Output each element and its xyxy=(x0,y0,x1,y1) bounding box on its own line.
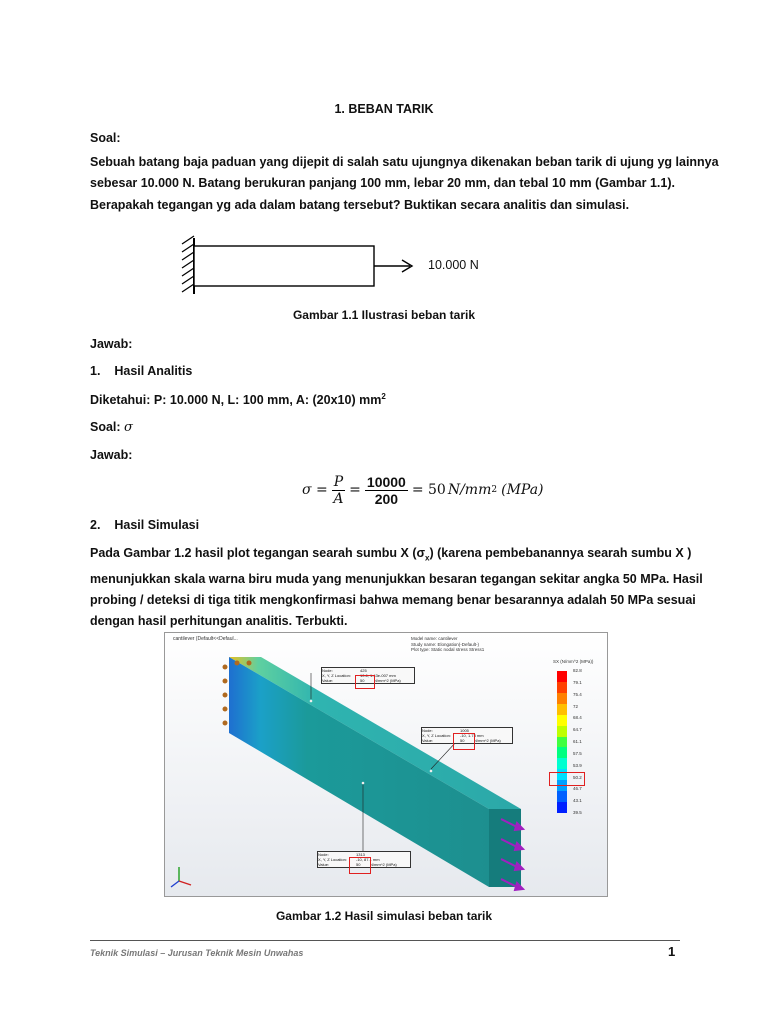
scale-segment xyxy=(557,682,567,693)
scale-tick-label: 72 xyxy=(573,703,579,709)
sim-line-1a: Pada Gambar 1.2 hasil plot tegangan searah sumbu X (σ xyxy=(90,546,426,560)
eq-frac1-num: P xyxy=(333,473,344,490)
scale-segment xyxy=(557,758,567,769)
jawab-label: Jawab: xyxy=(90,337,133,351)
info-line: Study name: Elongation(-Default-) xyxy=(411,641,480,647)
scale-segment xyxy=(557,715,567,726)
probe-unit: N/mm^2 (MPa) xyxy=(374,678,401,683)
jawab-2-label: Jawab: xyxy=(90,448,133,462)
sim-line-3: probing / deteksi di tiga titik mengkonfirmasi bahwa memang benar besarannya adalah 50 MPa sesuai xyxy=(90,593,696,608)
scale-tick-label: 43.1 xyxy=(573,798,582,804)
probe-3-highlight xyxy=(349,857,371,874)
sim-line-1 xyxy=(90,543,692,569)
section-heading: 1. BEBAN TARIK xyxy=(334,102,434,116)
probe-key: Node: xyxy=(422,728,433,733)
scale-segment xyxy=(557,693,567,704)
simulation-paragraph xyxy=(90,543,703,633)
info-line: Plot type: Static nodal stress Stress1 xyxy=(411,647,485,652)
probe-val: -10, 87.1 mm xyxy=(356,857,380,862)
eq-frac2-den: 200 xyxy=(374,490,399,507)
section-2-title: Hasil Simulasi xyxy=(114,518,200,532)
scale-tick-label: 64.7 xyxy=(573,727,582,733)
eq-lhs: σ = xyxy=(302,482,328,498)
scale-tick-label: 75.4 xyxy=(573,691,582,697)
sigma-subscript: x xyxy=(425,553,430,563)
figure-1-caption: Gambar 1.1 Ilustrasi beban tarik xyxy=(292,308,476,322)
scale-title: SX (N/mm^2 (MPa)) xyxy=(553,659,594,664)
feature-tree-label: cantilever (Default<<Defaul... xyxy=(173,636,238,642)
probe-val: 10.6, 1.43e-007 mm xyxy=(360,673,396,678)
diketahui-line xyxy=(90,392,386,407)
scale-segment xyxy=(557,737,567,748)
study-info xyxy=(411,636,484,653)
sim-line-4: dengan hasil perhitungan analitis. Terbukti. xyxy=(90,614,348,629)
soal-label: Soal: xyxy=(90,131,121,145)
section-1-title: Hasil Analitis xyxy=(114,364,193,378)
simulation-image xyxy=(164,632,608,897)
eq-equals: = xyxy=(349,482,361,498)
probe-key: X, Y, Z Location: xyxy=(318,857,347,862)
scale-tick-label: 50.2 xyxy=(573,774,582,780)
footer-divider xyxy=(90,940,680,941)
eq-unit-sup: 2 xyxy=(491,485,498,495)
color-scale-bar xyxy=(557,671,567,813)
eq-unit-paren: (MPa) xyxy=(501,482,544,498)
color-scale-labels xyxy=(573,668,593,815)
probe-1-highlight xyxy=(355,675,375,689)
eq-fraction-2 xyxy=(365,474,408,507)
scale-segment xyxy=(557,747,567,758)
scale-tick-label: 79.1 xyxy=(573,679,582,685)
probe-key: X, Y, Z Location: xyxy=(422,733,451,738)
eq-frac2-num: 10000 xyxy=(366,473,406,490)
scale-tick-label: 53.9 xyxy=(573,762,582,768)
scale-segment xyxy=(557,704,567,715)
section-1-number: 1. xyxy=(90,364,101,378)
probe-val: 1313 xyxy=(356,852,365,857)
soal-sigma-label: Soal: xyxy=(90,420,121,434)
probe-val: -10, 1.73 mm xyxy=(460,733,484,738)
probe-val: 50 xyxy=(356,862,361,867)
eq-fraction-1 xyxy=(332,474,345,507)
scale-segment xyxy=(557,671,567,682)
probe-key: Value: xyxy=(318,862,330,867)
probe-key: Node: xyxy=(322,668,333,673)
sigma-symbol: σ xyxy=(124,420,133,435)
probe-val: 425 xyxy=(360,668,367,673)
probe-2-highlight xyxy=(453,733,475,750)
sim-line-1b: ) (karena pembebanannya searah sumbu X ) xyxy=(429,546,692,560)
probe-unit: N/mm^2 (MPa) xyxy=(370,862,397,867)
sim-line-2: menunjukkan skala warna biru muda yang menunjukkan besaran tegangan sekitar angka 50 MPa. Hasil xyxy=(90,571,703,586)
problem-line: Sebuah batang baja paduan yang dijepit di salah satu ujungnya dikenakan beban tarik di ujung yg lainnya xyxy=(90,155,719,169)
diketahui-text: Diketahui: P: 10.000 N, L: 100 mm, A: (20x10) mm xyxy=(90,393,382,408)
section-2-heading xyxy=(90,518,199,532)
scale-segment xyxy=(557,802,567,813)
soal-sigma-line xyxy=(90,420,133,435)
probe-key: X, Y, Z Location: xyxy=(322,673,351,678)
probe-key: Node: xyxy=(318,852,329,857)
scale-segment xyxy=(557,726,567,737)
problem-line: sebesar 10.000 N. Batang berukuran panjang 100 mm, lebar 20 mm, dan tebal 10 mm (Gambar 1.1). xyxy=(90,176,675,191)
eq-rhs: = 50 xyxy=(411,482,446,498)
probe-val: 50 xyxy=(360,678,365,683)
scale-tick-label: 57.5 xyxy=(573,750,582,756)
probe-val: 50 xyxy=(460,738,465,743)
force-label: 10.000 N xyxy=(428,258,479,272)
scale-tick-label: 82.8 xyxy=(573,668,582,673)
stress-equation xyxy=(302,470,544,510)
figure-2-caption: Gambar 1.2 Hasil simulasi beban tarik xyxy=(275,909,493,923)
scale-tick-label: 39.5 xyxy=(573,810,582,815)
diketahui-sup: 2 xyxy=(381,392,386,401)
page-number: 1 xyxy=(668,944,676,959)
problem-line: Berapakah tegangan yg ada dalam batang tersebut? Buktikan secara analitis dan simulasi. xyxy=(90,197,630,212)
scale-tick-label: 68.4 xyxy=(573,715,582,721)
scale-tick-label: 61.1 xyxy=(573,739,582,744)
problem-paragraph xyxy=(90,152,719,216)
section-2-number: 2. xyxy=(90,518,101,532)
probe-unit: N/mm^2 (MPa) xyxy=(474,738,501,743)
section-1-heading xyxy=(90,364,192,378)
info-line: Model name: cantilever xyxy=(411,636,458,641)
scale-highlight-box xyxy=(549,772,585,786)
probe-val: 1005 xyxy=(460,728,469,733)
probe-key: Value: xyxy=(322,678,334,683)
footer-text: Teknik Simulasi – Jurusan Teknik Mesin Unwahas xyxy=(90,948,304,958)
eq-unit: N/mm xyxy=(447,482,492,498)
scale-tick-label: 46.7 xyxy=(573,786,582,792)
probe-key: Value: xyxy=(422,738,434,743)
eq-frac1-den: A xyxy=(333,490,344,507)
scale-segment xyxy=(557,791,567,802)
